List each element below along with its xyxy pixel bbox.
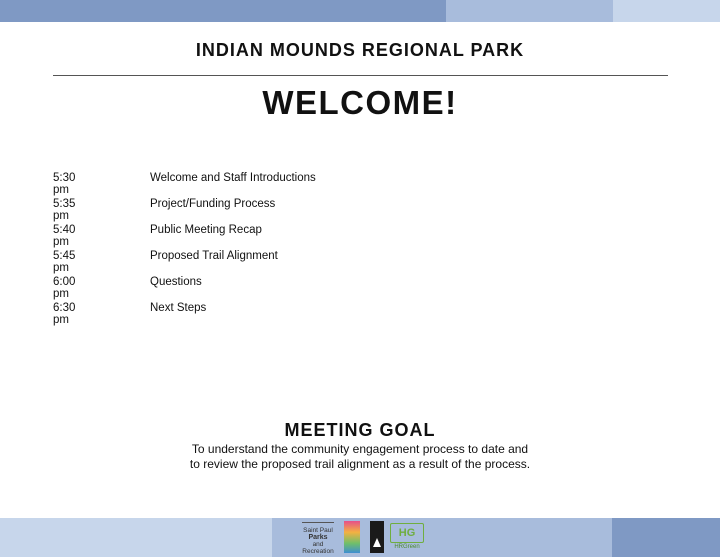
hrgreen-logo-mark: HG <box>390 523 424 543</box>
meeting-goal-text <box>0 442 720 472</box>
hrgreen-logo <box>390 523 424 551</box>
meeting-goal-line: to review the proposed trail alignment as a result of the process. <box>189 457 531 471</box>
hrgreen-logo-word: HRGreen <box>394 544 420 550</box>
agenda-item: Next Steps <box>150 302 207 314</box>
agenda-time: 5:35 pm <box>53 198 76 222</box>
parks-recreation-logo <box>298 522 338 555</box>
agenda-time: 6:30 pm <box>53 302 76 326</box>
agenda-item: Questions <box>150 276 202 288</box>
top-color-band <box>0 0 720 22</box>
meeting-goal-line: To understand the community engagement process to date and <box>191 442 529 456</box>
parks-logo-line: Recreation <box>302 548 334 555</box>
agenda-item: Welcome and Staff Introductions <box>150 172 316 184</box>
agenda-item: Proposed Trail Alignment <box>150 250 278 262</box>
title-divider <box>53 75 668 76</box>
top-band-segment-light <box>613 0 720 22</box>
parks-logo-line: Parks <box>308 534 328 541</box>
parks-logo-line: Saint Paul <box>303 527 333 534</box>
meeting-goal-heading: MEETING GOAL <box>284 420 436 440</box>
agenda-item: Public Meeting Recap <box>150 224 262 236</box>
bottom-color-band <box>0 518 720 557</box>
top-band-segment-dark <box>0 0 446 22</box>
top-band-segment-mid <box>446 0 613 22</box>
dark-partner-logo <box>370 521 384 553</box>
agenda-time: 6:00 pm <box>53 276 76 300</box>
bottom-band-segment-light <box>0 518 272 557</box>
bottom-band-segment-dark <box>612 518 720 557</box>
agenda-time: 5:40 pm <box>53 224 76 248</box>
page-title: INDIAN MOUNDS REGIONAL PARK <box>195 40 525 60</box>
agenda-time: 5:45 pm <box>53 250 76 274</box>
parks-logo-line: and <box>312 541 324 548</box>
welcome-heading: WELCOME! <box>262 84 458 121</box>
agenda-item: Project/Funding Process <box>150 198 276 210</box>
colorful-partner-logo <box>344 521 360 553</box>
agenda-time: 5:30 pm <box>53 172 76 196</box>
